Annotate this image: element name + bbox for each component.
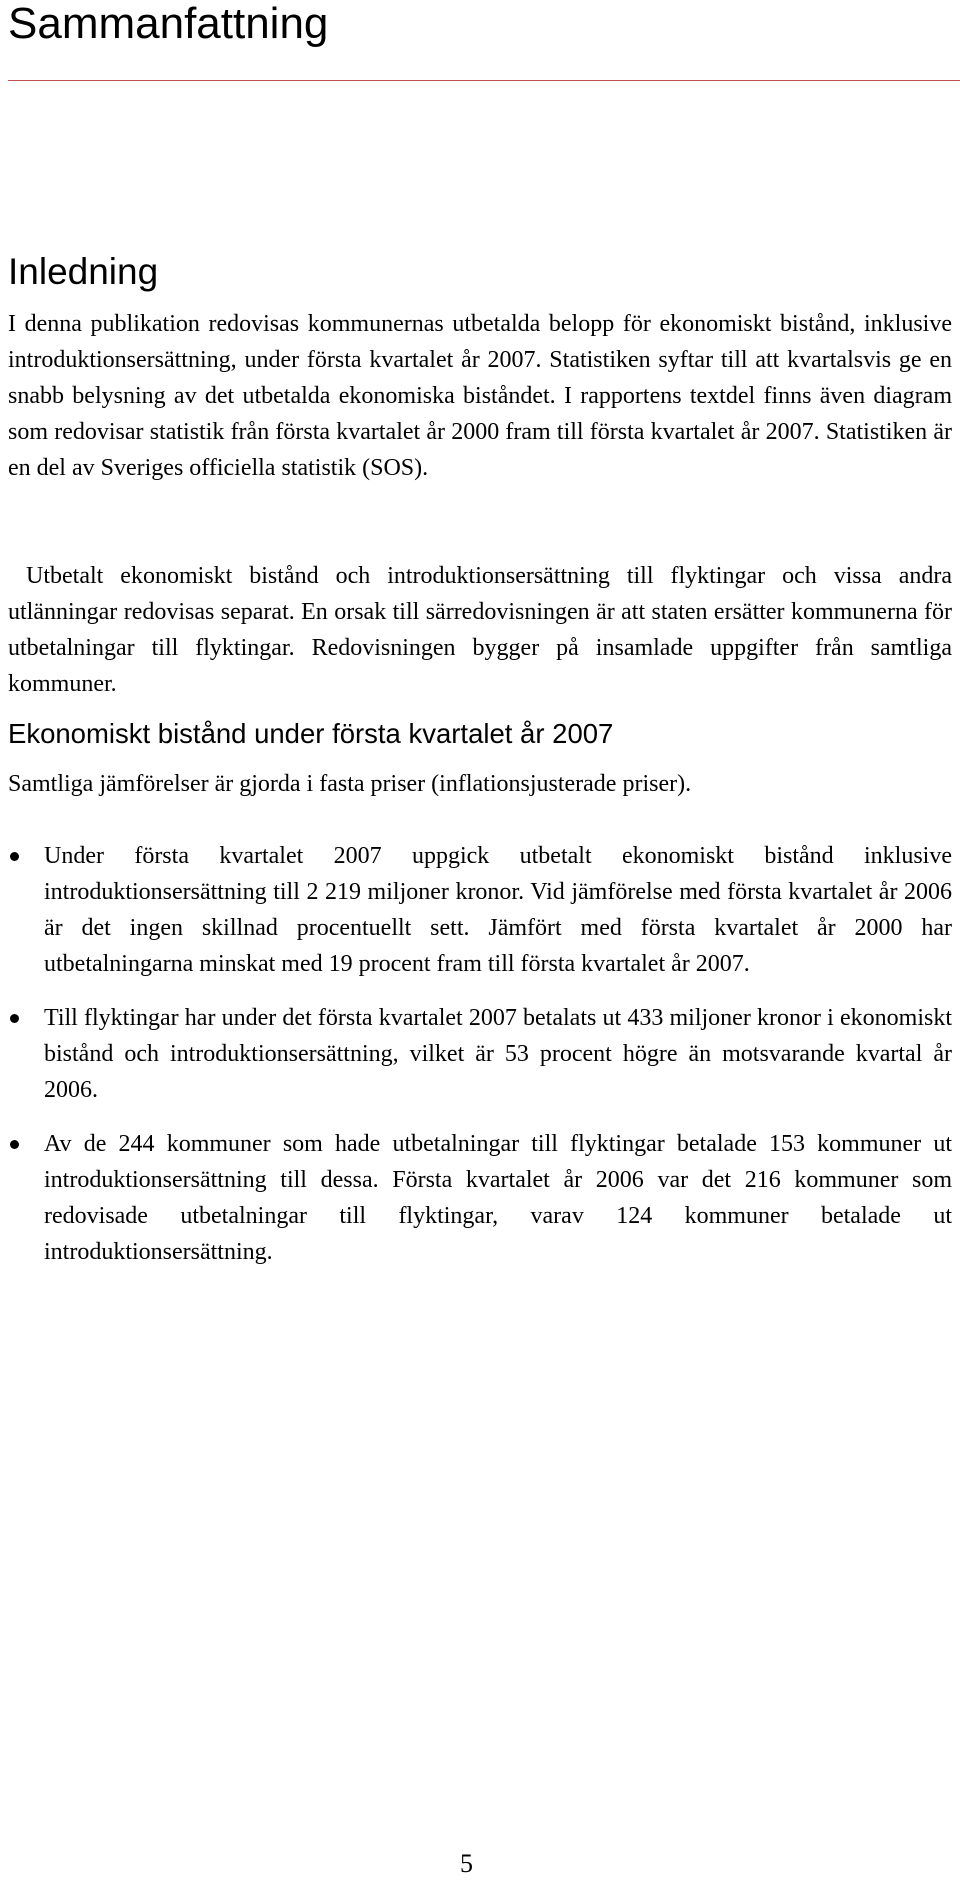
bullet-item bbox=[0, 1000, 952, 1108]
section-heading-inledning: Inledning bbox=[8, 251, 159, 292]
paragraph-inledning-2: Utbetalt ekonomiskt bistånd och introduktionsersättning till flyktingar och vissa andra utlänningar redovisas separat. En orsak till särredovisningen är att staten ersätter kommunerna för utbetalningar till flyktingar. Redovisningen bygger på insamlade uppgifter från samtliga kommuner. bbox=[8, 563, 952, 697]
bullet-dot-icon bbox=[10, 1014, 19, 1023]
bullet-item bbox=[0, 838, 952, 982]
section-heading-ekonomiskt-bistand: Ekonomiskt bistånd under första kvartalet år 2007 bbox=[8, 718, 614, 749]
bullet-item bbox=[0, 1126, 952, 1270]
bullet-dot-icon bbox=[10, 852, 19, 861]
bullet-text: Till flyktingar har under det första kvartalet 2007 betalats ut 433 miljoner kronor i ekonomiskt bistånd och introduktionsersättning, vilket är 53 procent högre än motsvarande kvartal år 2006. bbox=[44, 1005, 952, 1103]
title-rule bbox=[8, 80, 960, 81]
bullet-text: Under första kvartalet 2007 uppgick utbetalt ekonomiskt bistånd inklusive introduktionsersättning till 2 219 miljoner kronor. Vid jämförelse med första kvartalet år 2006 är det ingen skillnad procentuellt sett. Jämfört med första kvartalet år 2000 har utbetalningarna minskat med 19 procent fram till första kvartalet år 2007. bbox=[44, 843, 952, 977]
paragraph-inledning-1: I denna publikation redovisas kommunernas utbetalda belopp för ekonomiskt bistånd, inklusive introduktionsersättning, under första kvartalet år 2007. Statistiken syftar till att kvartalsvis ge en snabb belysning av det utbetalda ekonomiska biståndet. I rapportens textdel finns även diagram som redovisar statistik från första kvartalet år 2000 fram till första kvartalet år 2007. Statistiken är en del av Sveriges officiella statistik (SOS). bbox=[8, 311, 952, 481]
bullet-dot-icon bbox=[10, 1140, 19, 1149]
bullet-list bbox=[0, 838, 960, 1288]
paragraph-fasta-priser: Samtliga jämförelser är gjorda i fasta priser (inflationsjusterade priser). bbox=[8, 771, 692, 797]
bullet-text: Av de 244 kommuner som hade utbetalningar till flyktingar betalade 153 kommuner ut introduktionsersättning till dessa. Första kvartalet år 2006 var det 216 kommuner som redovisade utbetalningar till flyktingar, varav 124 kommuner betalade ut introduktionsersättning. bbox=[44, 1131, 952, 1265]
page-title: Sammanfattning bbox=[8, 0, 329, 48]
page-number: 5 bbox=[460, 1849, 473, 1878]
